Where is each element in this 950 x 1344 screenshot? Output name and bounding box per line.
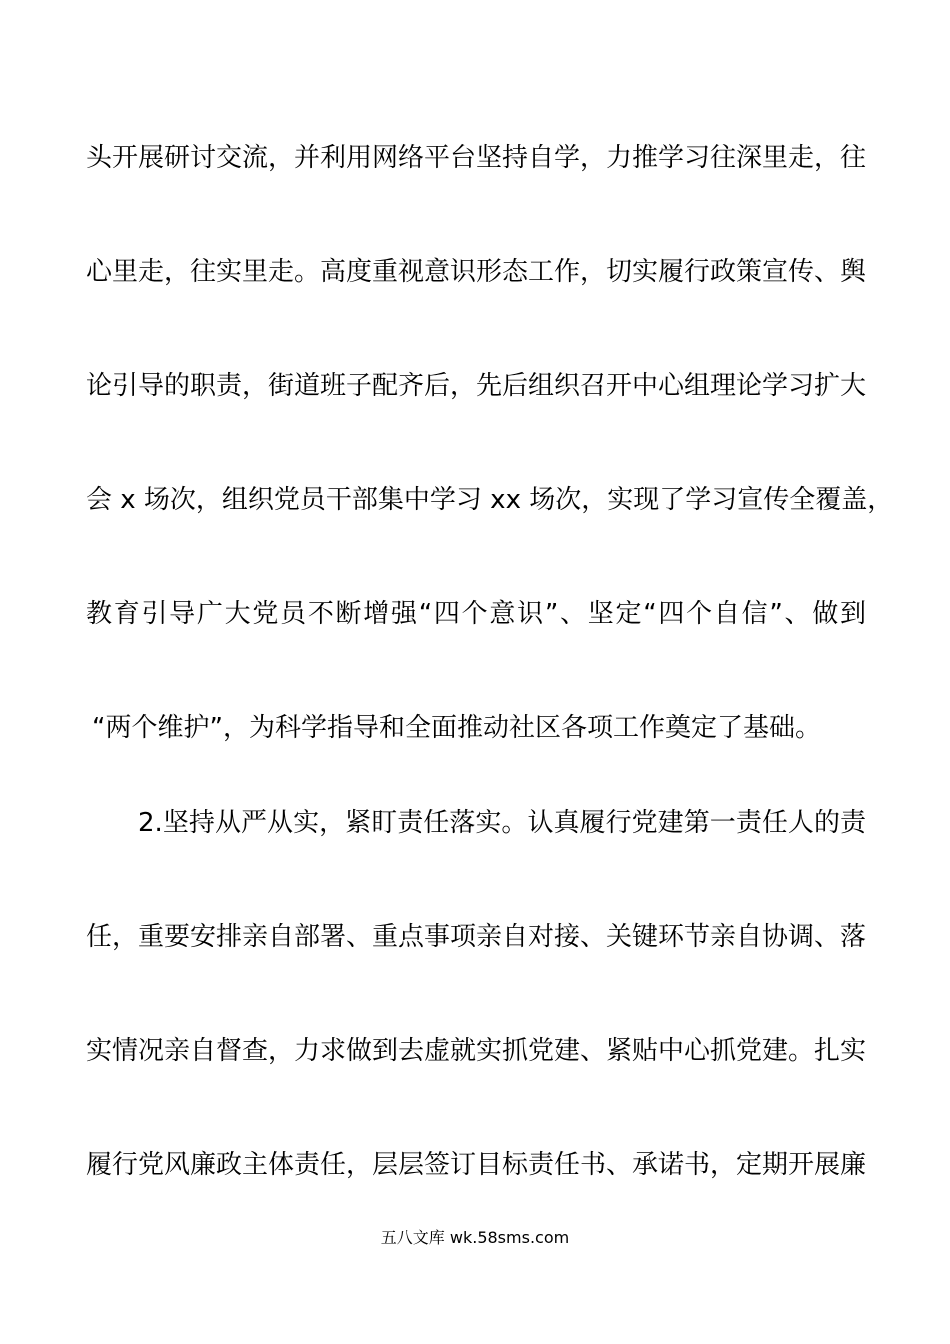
paragraph-line: 心里走，往实里走。高度重视意识形态工作，切实履行政策宣传、舆: [86, 257, 867, 287]
paragraph-line: 任，重要安排亲自部署、重点事项亲自对接、关键环节亲自协调、落: [86, 922, 867, 952]
paragraph-line: 论引导的职责，街道班子配齐后，先后组织召开中心组理论学习扩大: [86, 371, 867, 401]
paragraph-line: 履行党风廉政主体责任，层层签订目标责任书、承诺书，定期开展廉: [86, 1150, 867, 1180]
paragraph-line: “两个维护”，为科学指导和全面推动社区各项工作奠定了基础。: [92, 713, 821, 743]
paragraph-line: 会 x 场次，组织党员干部集中学习 xx 场次，实现了学习宣传全覆盖，: [86, 485, 894, 515]
paragraph-line: 2.坚持从严从实，紧盯责任落实。认真履行党建第一责任人的责: [138, 808, 866, 838]
paragraph-line: 教育引导广大党员不断增强“四个意识”、坚定“四个自信”、做到: [86, 599, 866, 629]
page-footer: 五八文库 wk.58sms.com: [380, 1228, 570, 1247]
paragraph-line: 实情况亲自督查，力求做到去虚就实抓党建、紧贴中心抓党建。扎实: [86, 1036, 867, 1066]
paragraph-line: 头开展研讨交流，并利用网络平台坚持自学，力推学习往深里走，往: [86, 143, 867, 173]
